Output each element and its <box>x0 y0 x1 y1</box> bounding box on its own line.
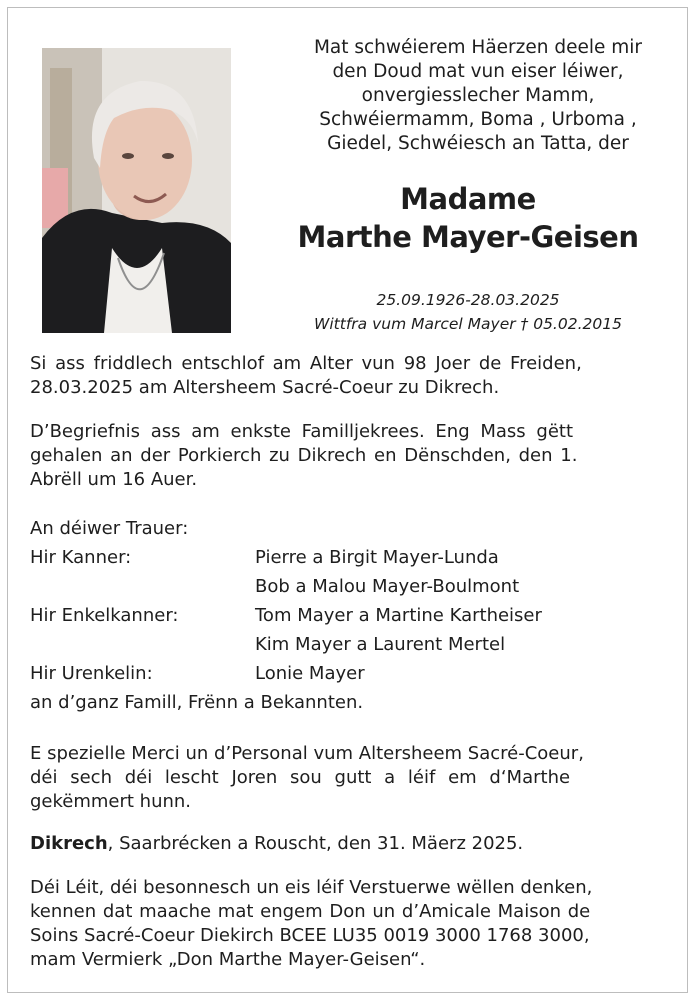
intro-line: onvergiesslecher Mamm, <box>361 85 595 106</box>
mourners-heading: An déiwer Trauer: <box>30 518 189 539</box>
great-grandchild-label: Hir Urenkelin: <box>30 663 153 684</box>
text-line: Abrëll um 16 Auer. <box>30 469 198 490</box>
passing-paragraph <box>30 352 666 400</box>
funeral-paragraph <box>30 420 666 492</box>
donation-paragraph <box>30 876 666 972</box>
text-line: Déi Léit, déi besonnesch un eis léif Verstuerwe wëllen denken, <box>30 877 593 898</box>
text-line: kennen dat maache mat engem Don un d’Amicale Maison de <box>30 901 591 922</box>
mourner-name: Bob a Malou Mayer-Boulmont <box>255 576 520 597</box>
text-line: Si ass friddlech entschlof am Alter vun 98 Joer de Freiden, <box>30 353 582 374</box>
text-line: gekëmmert hunn. <box>30 791 192 812</box>
place-name: Dikrech <box>30 833 108 854</box>
widow-note: Wittfra vum Marcel Mayer † 05.02.2015 <box>314 315 622 333</box>
place-date-line <box>30 832 666 856</box>
intro-text <box>268 36 688 156</box>
deceased-name: Marthe Mayer-Geisen <box>297 220 639 254</box>
text-line: E spezielle Merci un d’Personal vum Altersheem Sacré-Coeur, <box>30 743 584 764</box>
intro-line: Giedel, Schwéiesch an Tatta, der <box>327 133 629 154</box>
intro-line: Mat schwéierem Häerzen deele mir <box>313 37 643 58</box>
intro-line: Schwéiermamm, Boma , Urboma , <box>319 109 637 130</box>
text-line: Soins Sacré-Coeur Diekirch BCEE LU35 0019 3000 1768 3000, <box>30 925 590 946</box>
life-dates: 25.09.1926-28.03.2025 <box>376 291 560 309</box>
deceased-name-block <box>268 180 668 256</box>
dates-block <box>268 288 668 336</box>
grandchildren-label: Hir Enkelkanner: <box>30 605 179 626</box>
mourners-others: an d’ganz Famill, Frënn a Bekannten. <box>30 692 364 713</box>
thanks-paragraph <box>30 742 666 814</box>
text-line: déi sech déi lescht Joren sou gutt a léif em d‘Marthe <box>30 767 571 788</box>
text-line: gehalen an der Porkierch zu Dikrech en Dënschden, den 1. <box>30 445 578 466</box>
intro-line: den Doud mat vun eiser léiwer, <box>332 61 624 82</box>
portrait-photo <box>42 48 231 333</box>
mourner-name: Pierre a Birgit Mayer-Lunda <box>255 547 499 568</box>
mourners-list <box>30 514 666 717</box>
mourner-name: Tom Mayer a Martine Kartheiser <box>255 605 542 626</box>
text-line: 28.03.2025 am Altersheem Sacré-Coeur zu Dikrech. <box>30 377 500 398</box>
mourner-name: Kim Mayer a Laurent Mertel <box>255 634 506 655</box>
mourner-name: Lonie Mayer <box>255 663 365 684</box>
text-line: mam Vermierk „Don Marthe Mayer-Geisen“. <box>30 949 426 970</box>
text-line: D’Begriefnis ass am enkste Familljekrees. Eng Mass gëtt <box>30 421 574 442</box>
salutation: Madame <box>400 182 536 216</box>
place-date-rest: , Saarbrécken a Rouscht, den 31. Mäerz 2025. <box>107 833 524 854</box>
children-label: Hir Kanner: <box>30 547 132 568</box>
